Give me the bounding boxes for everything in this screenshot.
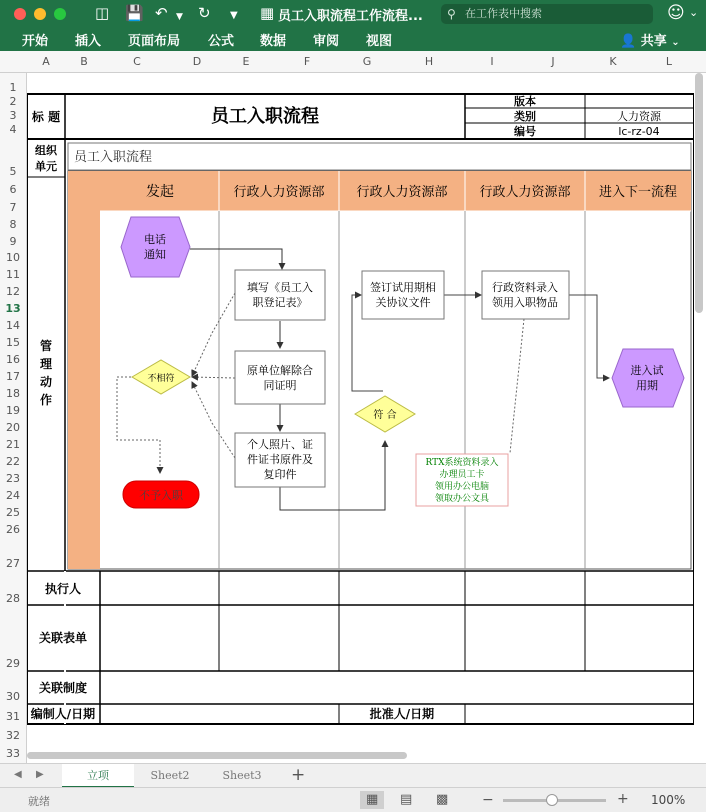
column-header-g[interactable]: G [362,55,372,68]
row-header[interactable]: 23 [6,472,20,485]
sheet-tab-bar [0,763,706,787]
org-label-2: 单元 [35,160,57,173]
row-header[interactable]: 31 [6,710,20,723]
probation-node [612,349,684,407]
title-bar [0,0,706,27]
redo-icon[interactable]: ↻ [198,4,211,22]
prev-sheet-icon[interactable]: ◀ [14,769,22,780]
release-cert-line-1: 原单位解除合 [247,364,313,377]
lane-header-next: 进入下一流程 [598,185,678,200]
row-header[interactable]: 10 [6,251,20,264]
share-label: 共享 [640,34,667,49]
status-mode: 就绪 [28,795,50,808]
tab-insert[interactable]: 插入 [75,34,102,49]
feedback-smiley-icon[interactable]: ☺ [667,3,685,23]
row-header[interactable]: 15 [6,336,20,349]
tab-sheet-2[interactable]: Sheet2 [150,769,190,782]
system-label: 关联制度 [38,681,88,695]
column-header-c[interactable]: C [133,55,141,68]
category-value: 人力资源 [617,110,661,123]
manage-label-3: 动 [39,375,53,389]
photos-line-2: 件证书原件及 [247,453,313,466]
version-label: 版本 [514,95,536,108]
card-text: 办理员工卡 [439,470,485,480]
lane-header-initiate: 发起 [146,184,174,200]
author-label: 编制人/日期 [30,707,96,721]
tab-data[interactable]: 数据 [260,34,287,49]
row-header-selected[interactable]: 13 [5,302,21,315]
row-header[interactable]: 30 [6,690,20,703]
undo-icon[interactable]: ↶ [155,4,168,22]
lane-header-hr-1: 行政人力资源部 [233,185,325,200]
fill-form-node [235,270,325,320]
column-headers [0,51,706,73]
share-button[interactable] [620,30,680,49]
forms-label: 关联表单 [38,631,88,645]
lane-left-strip [68,171,100,569]
lane-header-hr-3: 行政人力资源部 [479,185,571,200]
row-header[interactable]: 18 [6,387,20,400]
status-bar [0,787,706,812]
admin-entry-node [482,271,569,319]
normal-view-icon: ▦ [366,792,379,807]
rtx-text: RTX系统资料录入 [425,458,499,468]
excel-doc-icon: ▦ [260,4,275,22]
tab-sheet-3[interactable]: Sheet3 [222,769,262,782]
row-header[interactable]: 25 [6,506,20,519]
probation-line-2: 用期 [636,379,658,392]
row-header[interactable]: 4 [9,123,17,136]
fill-form-line-2: 职登记表》 [252,296,308,309]
row-header[interactable]: 24 [6,489,20,502]
column-header-b[interactable]: B [80,55,88,68]
add-sheet-button[interactable]: + [291,765,306,785]
tab-page-layout[interactable]: 页面布局 [128,34,181,49]
lane-header-hr-2: 行政人力资源部 [356,185,448,200]
page-title: 员工入职流程 [211,106,319,127]
fill-form-line-1: 填写《员工入 [247,281,313,294]
row-header[interactable]: 14 [6,319,20,332]
column-header-h[interactable]: H [424,55,434,68]
row-header[interactable]: 11 [6,268,20,281]
manage-label-2: 理 [39,357,53,371]
minimize-window-button[interactable] [34,8,46,20]
close-window-button[interactable] [14,8,26,20]
probation-line-1: 进入试 [630,364,664,377]
title-label: 标 题 [31,110,61,124]
sign-line-2: 关协议文件 [375,296,431,309]
row-header[interactable]: 3 [9,109,17,122]
share-icon: 👤 [620,34,637,49]
org-label-1: 组织 [35,144,57,157]
column-header-i[interactable]: I [490,55,494,68]
sidebar-icon[interactable]: ◫ [95,4,110,22]
row-header[interactable]: 27 [6,557,20,570]
start-phone-node [121,217,190,277]
row-header[interactable]: 1 [9,81,17,94]
zoom-level: 100% [651,793,686,807]
tab-home[interactable]: 开始 [22,34,49,49]
page-break-view-icon[interactable]: ▩ [436,792,449,807]
tab-review[interactable]: 审阅 [313,34,340,49]
row-header[interactable]: 8 [9,218,17,231]
manage-label-4: 作 [39,393,53,407]
sign-agreement-node [362,271,444,319]
zoom-slider-handle[interactable] [546,794,558,806]
vertical-scrollbar[interactable] [695,73,703,313]
column-header-a[interactable]: A [42,55,50,68]
admin-entry-line-2: 领用入职物品 [492,296,558,309]
category-label: 类别 [514,110,536,123]
phone-node-line-2: 通知 [144,248,166,261]
row-header[interactable]: 29 [6,657,20,670]
row-header[interactable]: 17 [6,370,20,383]
row-header[interactable]: 22 [6,455,20,468]
share-chevron-icon: ⌄ [671,37,680,48]
supplies-text: 领取办公文具 [434,494,490,504]
row-headers [0,73,27,763]
row-header[interactable]: 19 [6,404,20,417]
sign-line-1: 签订试用期相 [370,281,436,294]
next-sheet-icon[interactable]: ▶ [36,769,44,780]
admin-entry-line-1: 行政资料录入 [492,281,558,294]
row-header[interactable]: 26 [6,523,20,536]
column-header-l[interactable]: L [665,55,673,68]
tab-formulas[interactable]: 公式 [208,34,235,49]
release-cert-line-2: 同证明 [263,379,297,392]
tab-sheet-1[interactable]: 立项 [62,764,134,788]
zoom-out-button[interactable]: − [482,792,494,808]
row-header[interactable]: 21 [6,438,20,451]
column-header-j[interactable]: J [551,55,555,68]
horizontal-scrollbar[interactable] [27,752,407,759]
row-header[interactable]: 33 [6,747,20,760]
zoom-in-button[interactable]: + [617,791,629,807]
phone-node-line-1: 电话 [144,233,166,246]
executor-label: 执行人 [44,582,82,596]
mismatch-text: 不相符 [147,374,175,384]
column-header-f[interactable]: F [303,55,311,68]
photos-line-1: 个人照片、证 [247,438,313,451]
manage-label-1: 管 [39,339,53,353]
tab-view[interactable]: 视图 [366,34,393,49]
code-value: lc-rz-04 [618,125,660,138]
row-header[interactable]: 9 [9,235,17,248]
save-icon[interactable]: 💾 [125,4,144,22]
customize-toolbar-icon[interactable]: ▼ [230,10,238,21]
row-header[interactable]: 12 [6,285,20,298]
search-icon: ⚲ [447,7,456,21]
row-header[interactable]: 20 [6,421,20,434]
row-header[interactable]: 28 [6,592,20,605]
header-block [27,94,694,139]
search-box[interactable] [441,4,653,24]
release-cert-node [235,351,325,404]
page-layout-view-icon[interactable]: ▤ [400,792,413,807]
chevron-down-icon[interactable]: ⌄ [689,6,699,19]
pc-text: 领用办公电脑 [434,482,490,492]
row-header[interactable]: 16 [6,353,20,366]
org-value: 员工入职流程 [74,150,153,165]
row-header[interactable]: 6 [9,183,17,196]
match-text: 符 合 [373,410,397,421]
zoom-window-button[interactable] [54,8,66,20]
reject-text: 不予入职 [139,489,183,502]
row-header[interactable]: 7 [9,201,17,214]
undo-dropdown-icon[interactable]: ▼ [176,12,183,22]
row-header[interactable]: 2 [9,95,17,108]
row-header[interactable]: 5 [9,165,17,178]
row-header[interactable]: 32 [6,729,20,742]
document-title: 员工入职流程工作流程... [278,9,423,24]
search-input[interactable]: 在工作表中搜索 [465,7,542,20]
ribbon-tabs [0,27,706,51]
approver-label: 批准人/日期 [369,707,435,721]
column-header-d[interactable]: D [192,55,202,68]
worksheet-grid[interactable] [27,73,694,763]
photos-line-3: 复印件 [263,468,297,481]
column-header-e[interactable]: E [242,55,250,68]
code-label: 编号 [514,125,536,138]
column-header-k[interactable]: K [609,55,617,68]
